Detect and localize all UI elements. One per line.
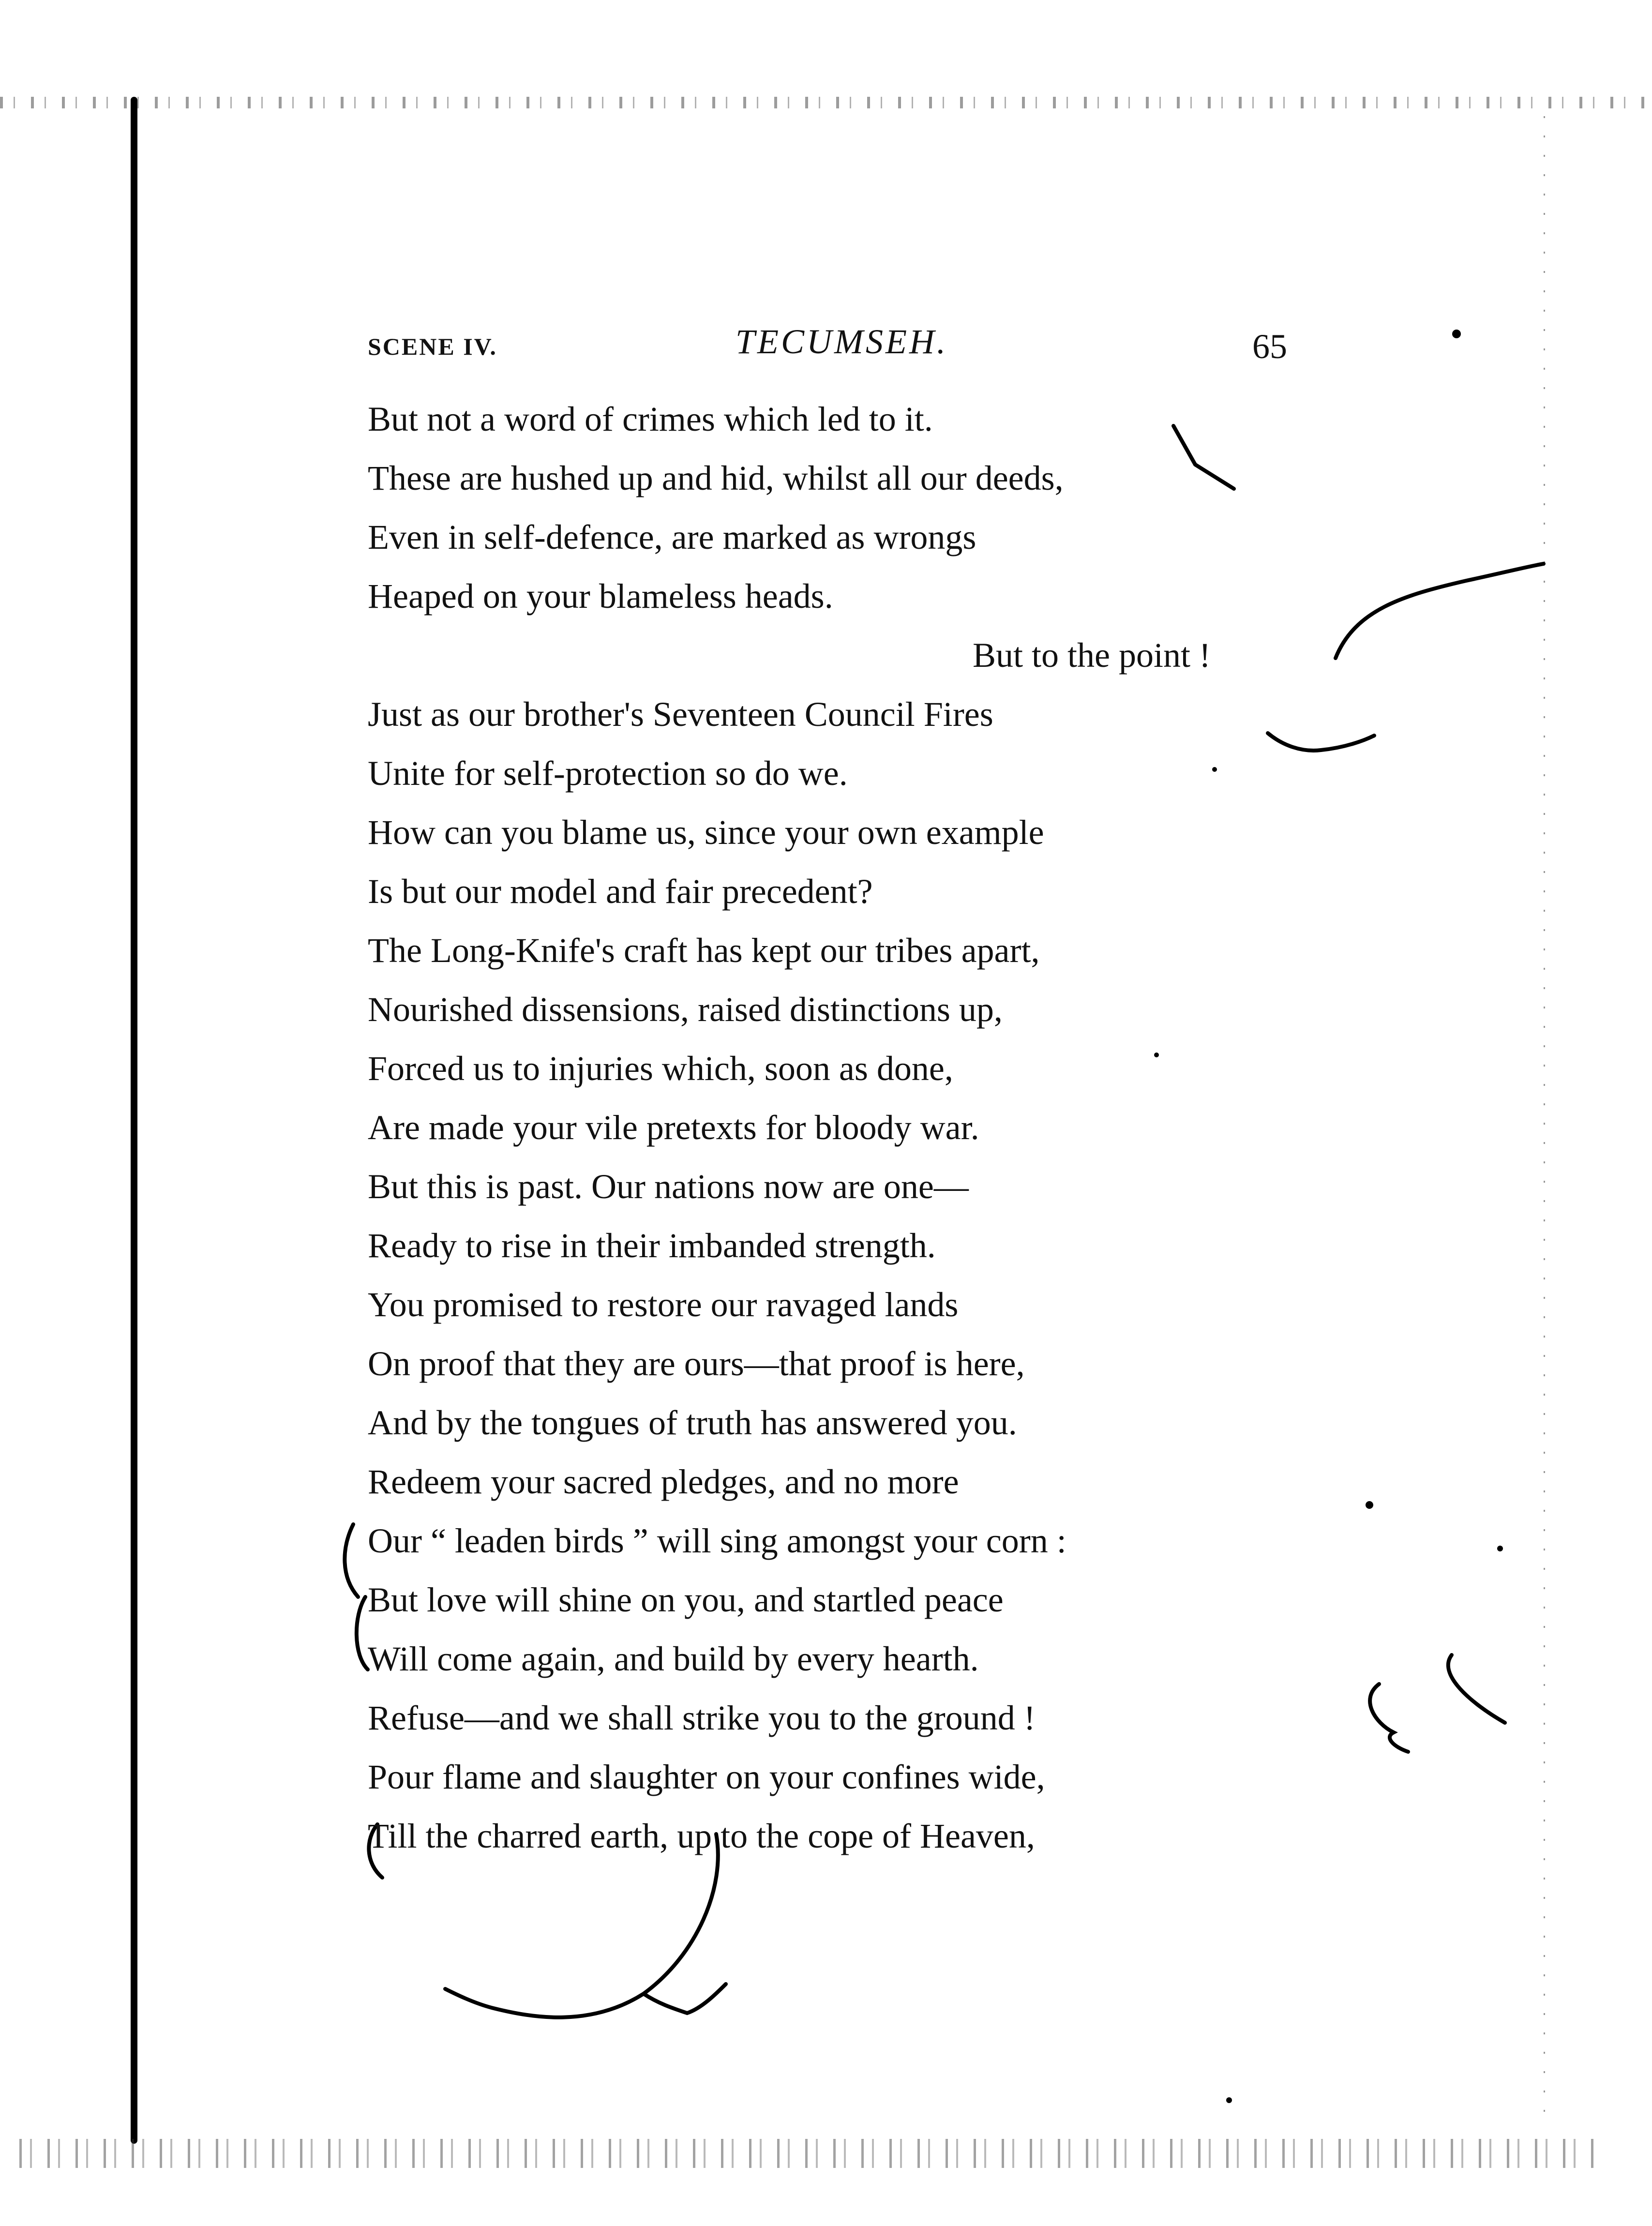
margin-scribble-mark	[1370, 1684, 1408, 1752]
verse-line: The Long-Knife's craft has kept our tribes apart,	[368, 931, 1040, 970]
verse-line: You promised to restore our ravaged lands	[368, 1285, 959, 1324]
verse-line: Our “ leaden birds ” will sing amongst your corn :	[368, 1521, 1066, 1560]
verse-line: Till the charred earth, up to the cope of Heaven,	[368, 1817, 1035, 1855]
verse-line: But to the point !	[973, 636, 1211, 675]
verse-line: And by the tongues of truth has answered you.	[368, 1403, 1017, 1442]
ink-dot	[1366, 1501, 1373, 1509]
verse-line: Refuse—and we shall strike you to the ground !	[368, 1699, 1036, 1737]
verse-line: These are hushed up and hid, whilst all our deeds,	[368, 459, 1064, 497]
verse-line: Nourished dissensions, raised distinctions up,	[368, 990, 1003, 1029]
play-title: TECUMSEH.	[736, 322, 948, 361]
running-header	[368, 322, 1287, 375]
verse-block	[368, 390, 1336, 1865]
binding-edge-rule	[131, 97, 137, 2144]
verse-line: Unite for self-protection so do we.	[368, 754, 848, 793]
verse-line: Heaped on your blameless heads.	[368, 577, 833, 616]
scene-label: SCENE IV.	[368, 333, 497, 360]
scan-noise-bottom	[19, 2139, 1597, 2168]
ink-dot	[1226, 2097, 1232, 2103]
ink-dot	[1452, 330, 1461, 338]
verse-line: Redeem your sacred pledges, and no more	[368, 1462, 959, 1501]
verse-line: Just as our brother's Seventeen Council Fires	[368, 695, 993, 734]
verse-line: Are made your vile pretexts for bloody war.	[368, 1108, 979, 1147]
verse-line: Even in self-defence, are marked as wrongs	[368, 518, 976, 556]
page-number: 65	[1252, 327, 1287, 366]
verse-line: Will come again, and build by every hearth.	[368, 1639, 979, 1678]
verse-line: On proof that they are ours—that proof is here,	[368, 1344, 1025, 1383]
pen-loop-tail-mark	[644, 1984, 726, 2013]
verse-line: Forced us to injuries which, soon as done,	[368, 1049, 953, 1088]
margin-scribble-mark	[1448, 1655, 1505, 1723]
verse-line: Pour flame and slaughter on your confines wide,	[368, 1758, 1045, 1796]
scan-noise-top	[0, 97, 1652, 108]
margin-bracket-mark	[345, 1524, 358, 1597]
verse-line: Ready to rise in their imbanded strength.	[368, 1226, 936, 1265]
verse-line: But not a word of crimes which led to it.	[368, 400, 933, 438]
verse-line: Is but our model and fair precedent?	[368, 872, 873, 911]
verse-line: But this is past. Our nations now are one—	[368, 1167, 969, 1206]
ink-dot	[1497, 1546, 1503, 1551]
margin-curve-mark	[1336, 564, 1544, 658]
scan-noise-right-edge	[1544, 116, 1545, 2129]
verse-line: But love will shine on you, and startled peace	[368, 1580, 1004, 1619]
margin-bracket-mark	[357, 1597, 368, 1670]
verse-line: How can you blame us, since your own example	[368, 813, 1044, 852]
